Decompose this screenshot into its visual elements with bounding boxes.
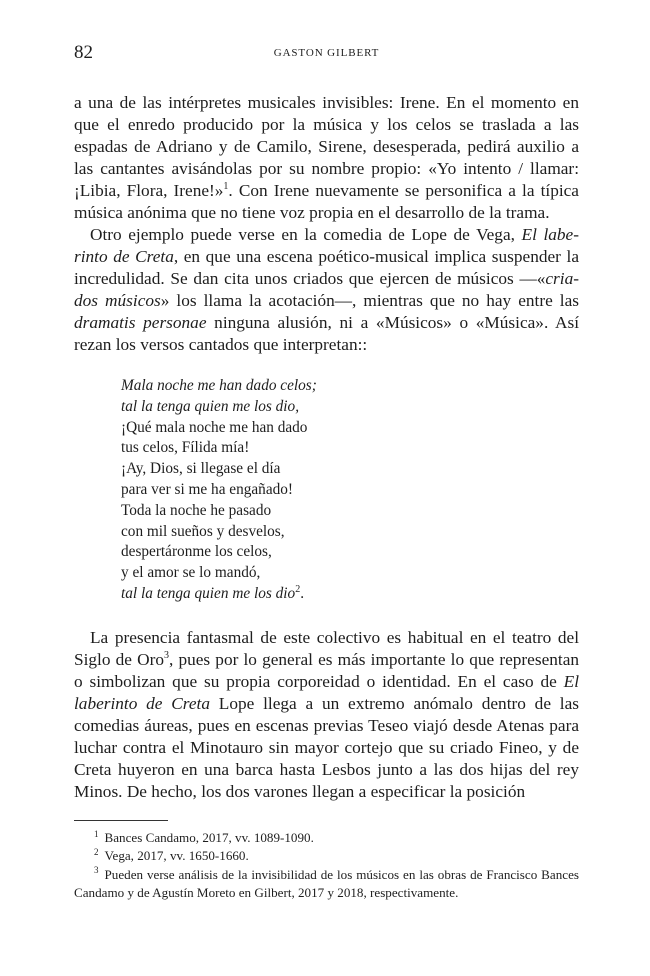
footnote-ref-3: 3 xyxy=(164,650,169,661)
verse-line: Mala noche me han dado celos; xyxy=(121,377,317,394)
paragraph-2-text-c: , en que una escena poético-musical implica suspender la incredulidad. Se dan cita unos criados que ejercen de músicos —« xyxy=(74,247,579,288)
page-header xyxy=(74,42,579,68)
verse-line-last xyxy=(121,584,579,605)
footnote-ref-2: 2 xyxy=(295,583,301,595)
verse-line: despertáronme los celos, xyxy=(121,543,272,561)
verse-line: ¡Qué mala noche me han dado xyxy=(121,418,308,436)
verse-line: ¡Ay, Dios, si llegase el día xyxy=(121,460,281,478)
verse-line: Toda la noche he pasado xyxy=(121,501,272,519)
footnote-2 xyxy=(74,847,579,865)
footnote-text: Bances Candamo, 2017, vv. 1089-1090. xyxy=(104,830,314,845)
verse-line: para ver si me ha engañado! xyxy=(121,480,294,498)
verse-line: y el amor se lo mandó, xyxy=(121,564,261,582)
footnote-number: 1 xyxy=(94,828,99,839)
paragraph-1-text: a una de las intérpretes musicales invisibles: Irene. En el momento en que el enredo producido por la música y los celos se traslada a las espadas de Adriano y de Camilo, Sirene, desesperada, pedirá auxilio a las cantantes avisándolas por su nombre propio: «Yo intento / llamar: ¡Libia, Flora, Irene!» xyxy=(74,93,579,200)
paragraph-3 xyxy=(74,627,579,803)
term-dramatis-personae: dramatis personae xyxy=(74,313,207,332)
footnote-3 xyxy=(74,866,579,903)
footnote-divider xyxy=(74,820,168,821)
footnote-number: 3 xyxy=(94,865,99,876)
running-head: GASTON GILBERT xyxy=(273,47,380,59)
title-laberinto-de-creta: El laberinto de Creta xyxy=(74,225,579,266)
paragraph-3-text-d: Lope llega a un extremo anómalo dentro de las comedias áureas, pues en escenas previas Teseo viajó desde Atenas para luchar contra el Minotauro sin mayor cortejo que su criado Fineo, y de Creta huyeron en una barca hasta Lesbos junto a las dos hijas del rey Minos. De hecho, los dos varones llegan a especificar la posición xyxy=(74,693,579,801)
paragraph-2-text-g: ninguna alusión, ni a «Músicos» o «Música». Así rezan los versos cantados que interpretan:: xyxy=(74,313,579,354)
footnote-ref-1: 1 xyxy=(223,181,229,193)
term-criados-musicos: criados músicos xyxy=(74,269,579,310)
paragraph-3-text-a: La presencia fantasmal de este colectivo es habitual en el teatro del Siglo de Oro xyxy=(74,627,579,669)
footnote-text: Vega, 2017, vv. 1650-1660. xyxy=(104,848,249,864)
verse-line: con mil sueños y desvelos, xyxy=(121,522,285,540)
footnote-1 xyxy=(74,829,579,847)
title-laberinto-de-creta-2: El laberinto de Creta xyxy=(74,671,579,713)
paragraph-1-tail: . Con Irene nuevamente se personifica a la típica música anónima que no tiene voz propia en el desarrollo de la trama. xyxy=(74,181,579,222)
paragraph-2-text-a: Otro ejemplo puede verse en la comedia de Lope de Vega, xyxy=(90,225,522,244)
paragraph-2 xyxy=(74,224,579,356)
verse-end-punctuation: . xyxy=(300,584,305,602)
verse-line: tal la tenga quien me los dio, xyxy=(121,397,300,415)
paragraph-2-text-e: » los llama la acotación—, mientras que no hay entre las xyxy=(160,291,579,310)
verse-quotation xyxy=(121,376,579,605)
footnote-text: Pueden verse análisis de la invisibilidad de los músicos en las obras de Francisco Bances Candamo y de Agustín Moreto en Gilbert, 2017 y 2018, respectivamente. xyxy=(74,866,579,900)
verse-line-text: tal la tenga quien me los dio xyxy=(121,584,296,602)
page-number: 82 xyxy=(74,42,93,63)
footnotes xyxy=(74,829,579,902)
paragraph-1 xyxy=(74,92,579,224)
verse-line: tus celos, Fílida mía! xyxy=(121,439,250,457)
body-text xyxy=(74,92,579,803)
paragraph-3-text-b: , pues por lo general es más importante lo que representan o simbolizan que su propia corporeidad o identidad. En el caso de xyxy=(74,649,580,691)
footnote-number: 2 xyxy=(94,846,99,857)
